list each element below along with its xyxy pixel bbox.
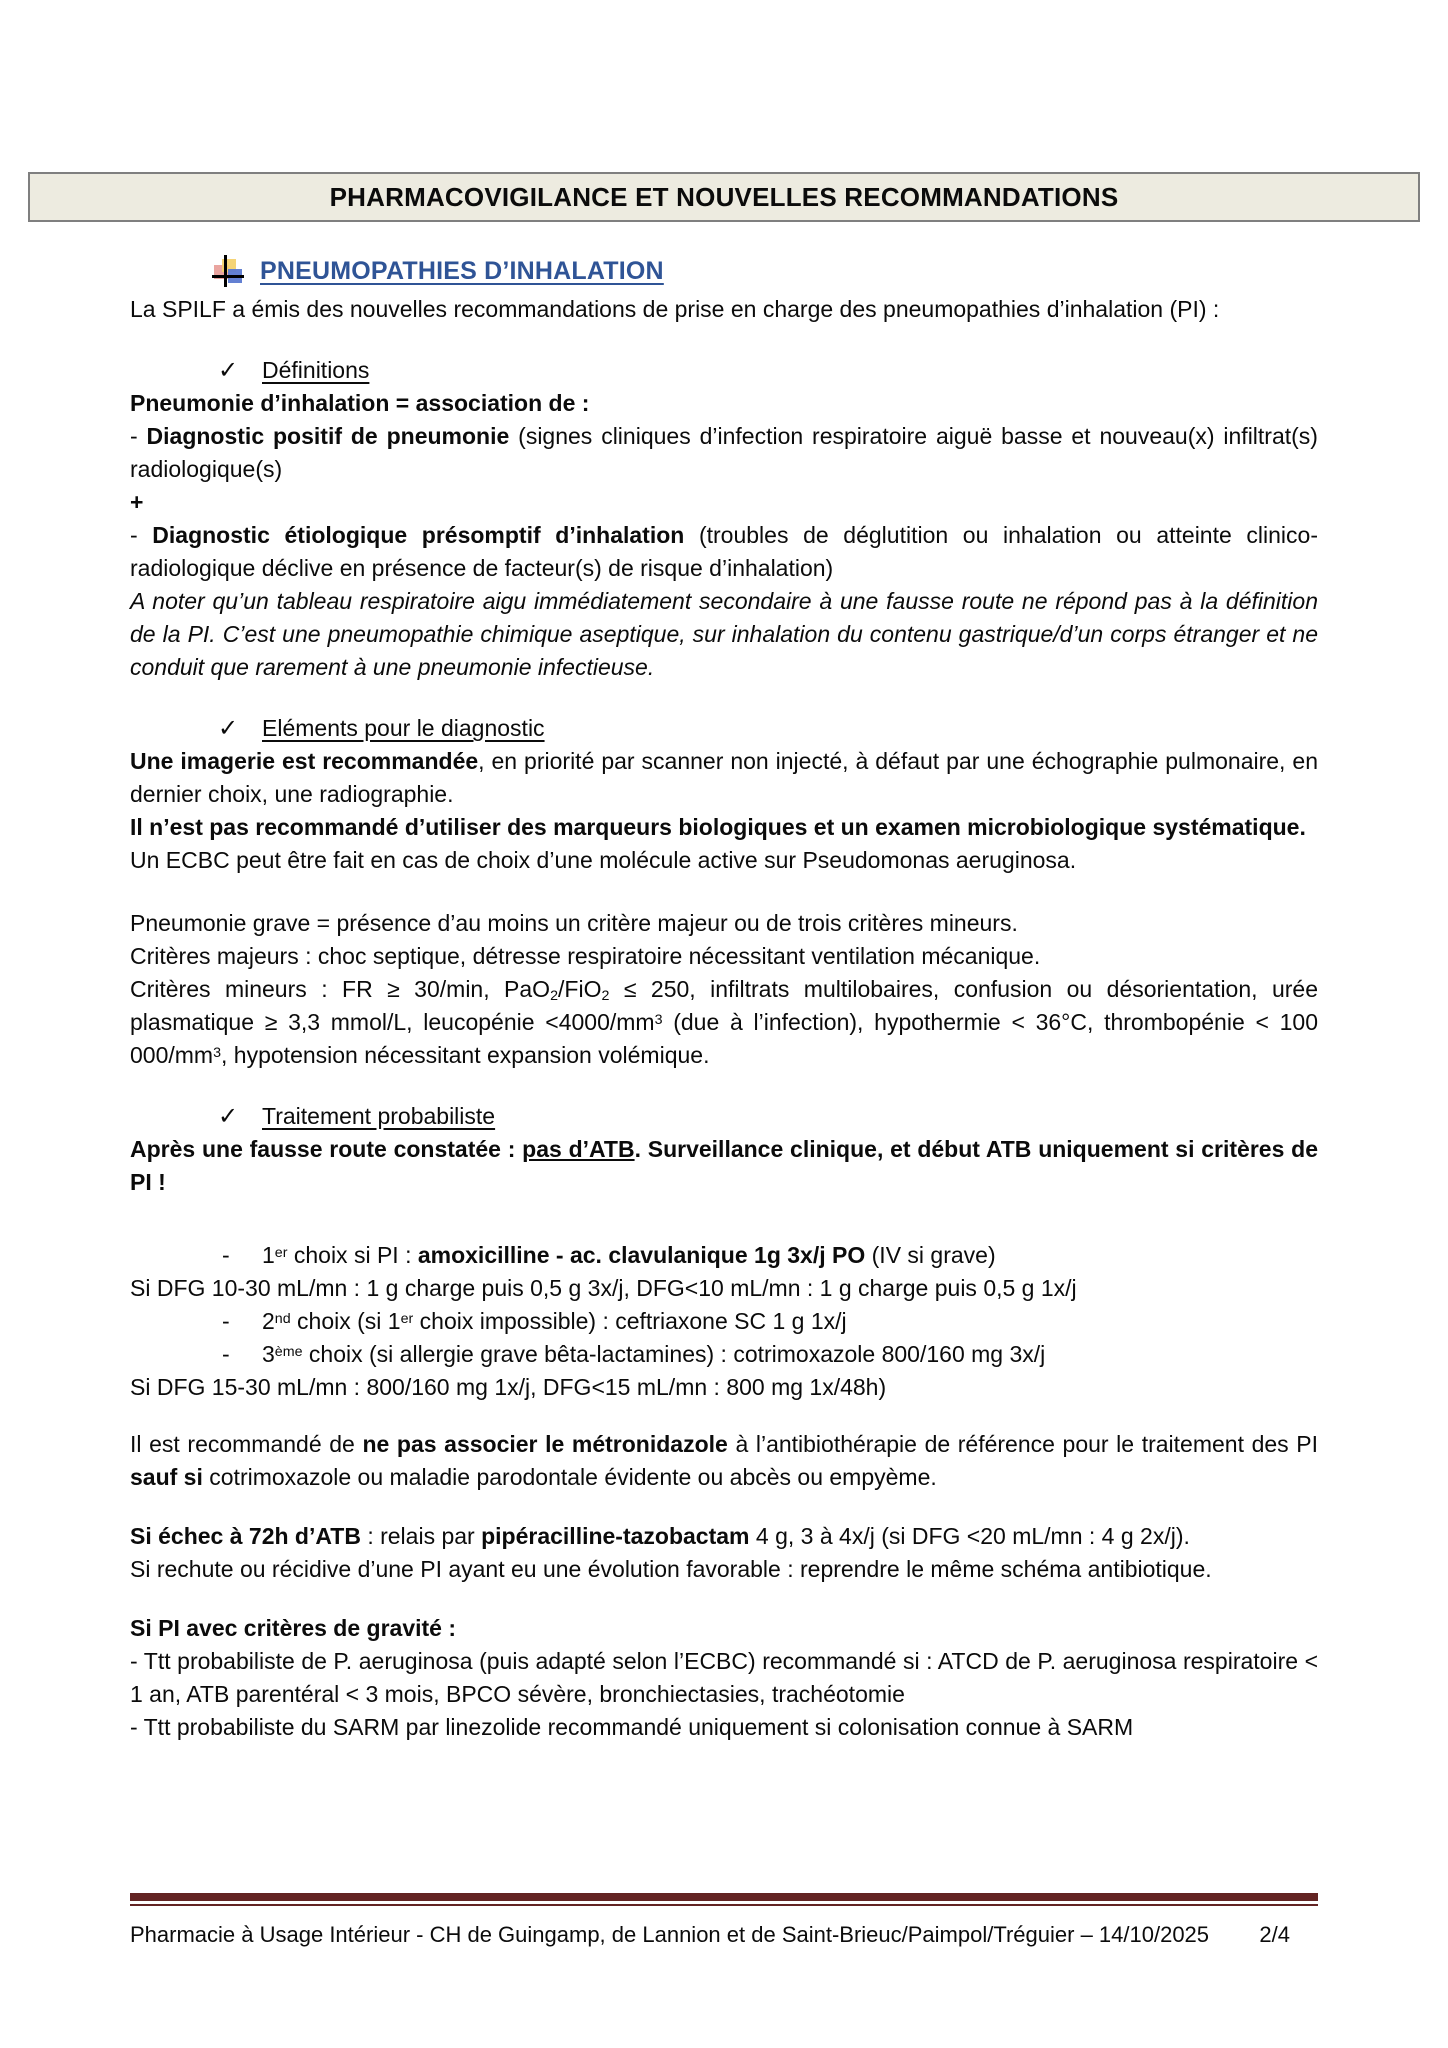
dfg-2-line: Si DFG 15-30 mL/mn : 800/160 mg 1x/j, DFG<15 mL/mn : 800 mg 1x/48h) <box>130 1374 887 1400</box>
checkmark-icon: ✓ <box>218 1103 239 1130</box>
imagerie-paragraph: Une imagerie est recommandée, en priorité par scanner non injecté, à défaut par une échographie pulmonaire, en dernier choix, une radiographie. <box>130 748 1318 807</box>
page-number: 2/4 <box>1259 1922 1290 1947</box>
check-item-traitement <box>130 1100 1318 1133</box>
list-item-text: 2nd choix (si 1er choix impossible) : ceftriaxone SC 1 g 1x/j <box>262 1308 847 1334</box>
association-line: Pneumonie d’inhalation = association de : <box>130 390 590 416</box>
list-item-choix-1 <box>130 1239 1318 1272</box>
check-item-label: Eléments pour le diagnostic <box>262 715 545 741</box>
ttt-sarm-paragraph: - Ttt probabiliste du SARM par linezolide recommandé uniquement si colonisation connue à SARM <box>130 1714 1134 1740</box>
metronidazole-paragraph: Il est recommandé de ne pas associer le métronidazole à l’antibiothérapie de référence pour le traitement des PI sauf si cotrimoxazole ou maladie parodontale évidente ou abcès ou empyème. <box>130 1431 1318 1490</box>
dash-bullet: - <box>222 1341 230 1367</box>
ttt-pseudomonas-paragraph: - Ttt probabiliste de P. aeruginosa (puis adapté selon l’ECBC) recommandé si : ATCD de P. aeruginosa respiratoire < 1 an, ATB parentéral < 3 mois, BPCO sévère, bronchiectasies, trachéotomie <box>130 1648 1318 1707</box>
page-title: PHARMACOVIGILANCE ET NOUVELLES RECOMMANDATIONS <box>28 172 1420 222</box>
echec-paragraph: Si échec à 72h d’ATB : relais par pipéracilline-tazobactam 4 g, 3 à 4x/j (si DFG <20 mL/mn : 4 g 2x/j). <box>130 1523 1190 1549</box>
diagnostic-etiologique-paragraph: - Diagnostic étiologique présomptif d’inhalation (troubles de déglutition ou inhalation ou atteinte clinico-radiologique déclive en présence de facteur(s) de risque d’inhalation) <box>130 522 1318 581</box>
check-item-label: Définitions <box>262 357 370 383</box>
dash-bullet: - <box>222 1308 230 1334</box>
note-italique-paragraph: A noter qu’un tableau respiratoire aigu immédiatement secondaire à une fausse route ne répond pas à la définition de la PI. C’est une pneumopathie chimique aseptique, sur inhalation du contenu gastrique/d’un corps étranger et ne conduit que rarement à une pneumonie infectieuse. <box>130 588 1318 680</box>
checkmark-icon: ✓ <box>218 715 239 742</box>
ecbc-line: Un ECBC peut être fait en cas de choix d’une molécule active sur Pseudomonas aeruginosa. <box>130 847 1077 873</box>
section-title: PNEUMOPATHIES D’INHALATION <box>260 257 664 285</box>
intro-paragraph: La SPILF a émis des nouvelles recommandations de prise en charge des pneumopathies d’inhalation (PI) : <box>130 296 1220 322</box>
colored-plus-bullet-icon <box>212 255 244 287</box>
diagnostic-positif-paragraph: - Diagnostic positif de pneumonie (signes cliniques d’infection respiratoire aiguë basse et nouveau(x) infiltrat(s) radiologique(s) <box>130 423 1318 482</box>
list-item-text: 1er choix si PI : amoxicilline - ac. clavulanique 1g 3x/j PO (IV si grave) <box>262 1242 996 1268</box>
marqueurs-paragraph: Il n’est pas recommandé d’utiliser des marqueurs biologiques et un examen microbiologique systématique. <box>130 814 1306 840</box>
apres-fausse-route-paragraph: Après une fausse route constatée : pas d’ATB. Surveillance clinique, et début ATB uniquement si critères de PI ! <box>130 1136 1318 1195</box>
criteres-mineurs-paragraph: Critères mineurs : FR ≥ 30/min, PaO2/FiO2 ≤ 250, infiltrats multilobaires, confusion ou désorientation, urée plasmatique ≥ 3,3 mmol/L, leucopénie $<4000/mm^3$ (due à l’infection), hypothermie < 36°C, thrombopénie < 100 $000/mm^3$, hypotension nécessitant expansion volémique. <box>130 976 1319 1068</box>
check-item-label: Traitement probabiliste <box>262 1103 496 1129</box>
list-item-choix-2 <box>130 1305 1318 1338</box>
footer-text: Pharmacie à Usage Intérieur - CH de Guingamp, de Lannion et de Saint-Brieuc/Paimpol/Tréguier – 14/10/2025 <box>130 1922 1210 1947</box>
plus-line: + <box>130 489 144 515</box>
dfg-1-line: Si DFG 10-30 mL/mn : 1 g charge puis 0,5 g 3x/j, DFG<10 mL/mn : 1 g charge puis 0,5 g 1x/j <box>130 1275 1077 1301</box>
pneumonie-grave-line: Pneumonie grave = présence d’au moins un critère majeur ou de trois critères mineurs. <box>130 910 1018 936</box>
section-heading <box>130 254 1318 288</box>
dash-bullet: - <box>222 1242 230 1268</box>
check-item-definitions <box>130 354 1318 387</box>
footer-divider <box>130 1893 1318 1906</box>
criteres-majeurs-line: Critères majeurs : choc septique, détresse respiratoire nécessitant ventilation mécanique. <box>130 943 1041 969</box>
checkmark-icon: ✓ <box>218 357 239 384</box>
list-item-text: 3ème choix (si allergie grave bêta-lactamines) : cotrimoxazole 800/160 mg 3x/j <box>262 1341 1046 1367</box>
gravite-heading: Si PI avec critères de gravité : <box>130 1615 457 1641</box>
check-item-elements-diagnostic <box>130 712 1318 745</box>
page-footer <box>130 1893 1318 1951</box>
rechute-paragraph: Si rechute ou récidive d’une PI ayant eu une évolution favorable : reprendre le même schéma antibiotique. <box>130 1556 1212 1582</box>
list-item-choix-3 <box>130 1338 1318 1371</box>
